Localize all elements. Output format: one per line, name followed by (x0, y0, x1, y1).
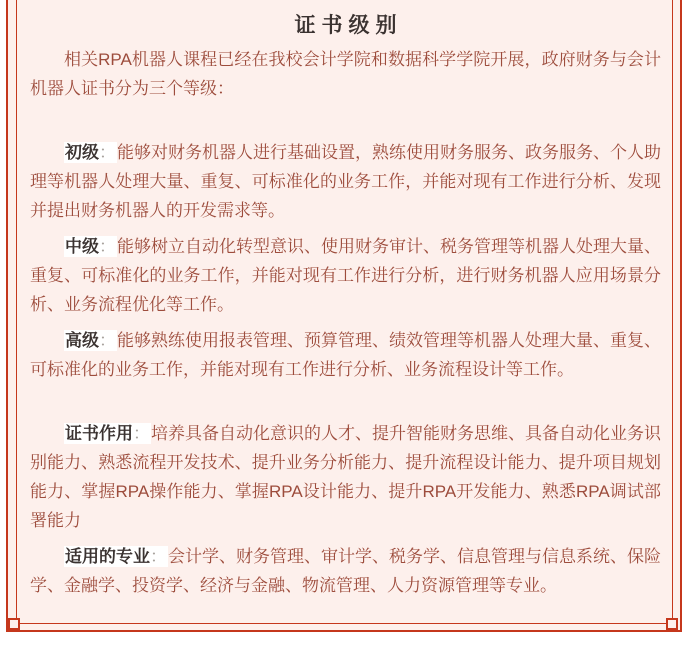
paragraph-text: 能够树立自动化转型意识、使用财务审计、税务管理等机器人处理大量、重复、可标准化的业务工作，并能对现有工作进行分析，进行财务机器人应用场景分析、业务流程优化等工作。 (30, 237, 661, 314)
section-label-highlight (64, 546, 168, 567)
paragraph-text: 能够对财务机器人进行基础设置，熟练使用财务服务、政务服务、个人助理等机器人处理大量、重复、可标准化的业务工作，并能对现有工作进行分析、发现并提出财务机器人的开发需求等。 (30, 143, 661, 220)
section-label-highlight (64, 423, 151, 444)
section-label-majors: 适用的专业 (65, 547, 150, 566)
paragraph-level-advanced (30, 326, 661, 384)
paragraph-level-beginner (30, 138, 661, 225)
level-label-highlight (64, 142, 117, 163)
page-title: 证书级别 (294, 12, 403, 37)
paragraph-text: 会计学、财务管理、审计学、税务学、信息管理与信息系统、保险学、金融学、投资学、经济与金融、物流管理、人力资源管理等专业。 (30, 547, 661, 595)
section-label-purpose: 证书作用 (65, 424, 133, 443)
intro-paragraph (30, 45, 661, 103)
level-label-beginner: 初级 (65, 143, 99, 162)
paragraph-applicable-majors (30, 542, 661, 600)
level-label-intermediate: 中级 (65, 237, 99, 256)
label-colon: ： (150, 547, 167, 566)
paragraph-level-intermediate (30, 232, 661, 319)
document-content (30, 0, 661, 600)
paragraph-text: 能够熟练使用报表管理、预算管理、绩效管理等机器人处理大量、重复、可标准化的业务工作，并能对现有工作进行分析、业务流程设计等工作。 (30, 331, 661, 379)
paragraph-certificate-purpose (30, 419, 661, 535)
level-label-highlight (64, 330, 117, 351)
level-label-advanced: 高级 (65, 331, 99, 350)
level-label-highlight (64, 236, 117, 257)
paragraph-text: 相关RPA机器人课程已经在我校会计学院和数据科学学院开展，政府财务与会计机器人证书分为三个等级： (30, 50, 661, 98)
label-colon: ： (133, 424, 150, 443)
frame-corner-square-right (666, 618, 678, 630)
paragraph-text: 培养具备自动化意识的人才、提升智能财务思维、具备自动化业务识别能力、熟悉流程开发技术、提升业务分析能力、提升流程设计能力、提升项目规划能力、掌握RPA操作能力、掌握RPA设计能力、提升RPA开发能力、熟悉RPA调试部署能力 (30, 424, 661, 530)
label-colon: ： (99, 237, 116, 256)
frame-corner-square-left (8, 618, 20, 630)
label-colon: ： (99, 143, 116, 162)
label-colon: ： (99, 331, 116, 350)
